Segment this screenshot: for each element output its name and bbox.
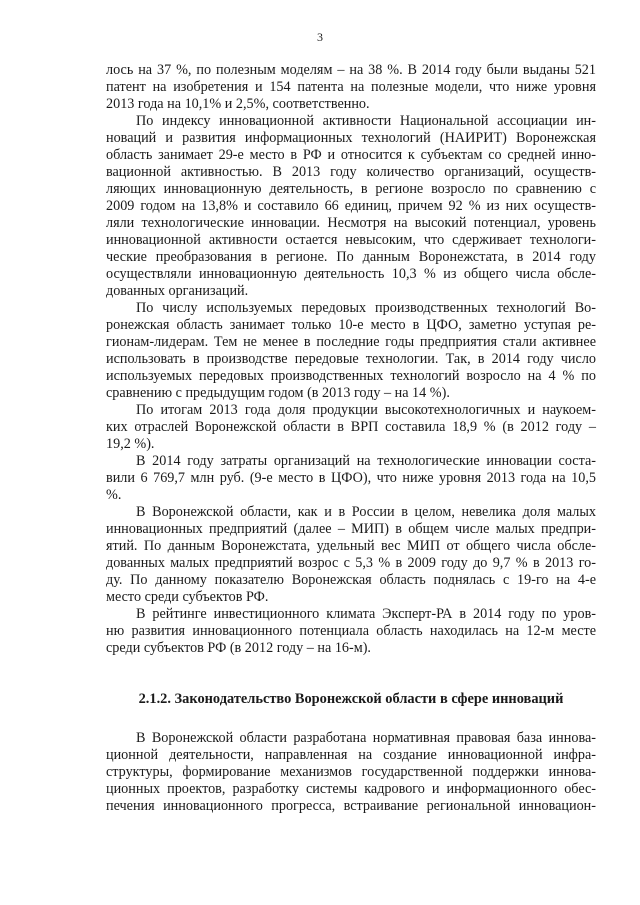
text-line: используемых передовых производственных технологий возросло на 4 % по (106, 368, 596, 384)
paragraph (106, 113, 596, 300)
text-line: осуществляли инновационную деятельность 10,3 % из общего числа обсле- (106, 266, 596, 282)
text-line: ционных проектов, разработку системы кадрового и информационного обес- (106, 781, 596, 797)
text-line: лось на 37 %, по полезным моделям – на 38 %. В 2014 году были выданы 521 (106, 62, 596, 78)
section-heading-wrap (106, 690, 596, 708)
text-line: ляющих инновационную деятельность, в регионе возросло по сравнению с (106, 181, 596, 197)
text-line: среди субъектов РФ (в 2012 году – на 16-м). (106, 640, 371, 656)
text-line: В Воронежской области, как и в России в целом, невелика доля малых (136, 504, 596, 520)
text-line: 19,2 %). (106, 436, 155, 452)
text-line: новаций и развития информационных технологий (НАИРИТ) Воронежская (106, 130, 596, 146)
text-line: ляли технологические инновации. Несмотря на высокий потенциал, уровень (106, 215, 596, 231)
paragraph (106, 300, 596, 402)
text-line: По числу используемых передовых производственных технологий Во- (136, 300, 596, 316)
text-line: По индексу инновационной активности Национальной ассоциации ин- (136, 113, 596, 129)
text-line: использовать в производстве передовые технологии. Так, в 2014 году число (106, 351, 596, 367)
text-line: ятий. По данным Воронежстата, удельный вес МИП от общего числа обсле- (106, 538, 596, 554)
paragraph (106, 730, 596, 815)
text-line: печения инновационного прогресса, встраивание региональной инновацион- (106, 798, 596, 814)
text-line: дованных организаций. (106, 283, 249, 299)
text-line: 2009 годом на 13,8% и составило 66 единиц, причем 92 % из них осуществ- (106, 198, 596, 214)
text-line: патент на изобретения и 154 патента на полезные модели, что ниже уровня (106, 79, 596, 95)
body-text (106, 62, 596, 657)
text-line: В рейтинге инвестиционного климата Эксперт-РА в 2014 году по уров- (136, 606, 596, 622)
paragraph (106, 402, 596, 453)
text-line: ких отраслей Воронежской области в ВРП составила 18,9 % (в 2012 году – (106, 419, 596, 435)
text-line: ционной деятельности, направленная на создание инновационной инфра- (106, 747, 596, 763)
text-line: инновационных предприятий (далее – МИП) в общем числе малых предпри- (106, 521, 596, 537)
text-line: По итогам 2013 года доля продукции высокотехнологичных и наукоем- (136, 402, 596, 418)
text-line: В Воронежской области разработана нормативная правовая база иннова- (136, 730, 596, 746)
text-line: ронежская область занимает только 10-е место в ЦФО, заметно уступая ре- (106, 317, 596, 333)
text-line: дованных малых предприятий возрос с 5,3 % в 2009 году до 9,7 % в 2013 го- (106, 555, 596, 571)
text-line: вили 6 769,7 млн руб. (9-е место в ЦФО), что ниже уровня 2013 года на 10,5 (106, 470, 596, 486)
paragraph (106, 504, 596, 606)
paragraph (106, 606, 596, 657)
section-body (106, 730, 596, 815)
text-line: сравнению с предыдущим годом (в 2013 году – на 14 %). (106, 385, 450, 401)
paragraph (106, 62, 596, 113)
text-line: В 2014 году затраты организаций на технологические инновации соста- (136, 453, 596, 469)
text-line: %. (106, 487, 122, 503)
page-number: 3 (317, 30, 323, 44)
text-line: ду. По данному показателю Воронежская область поднялась с 19-го на 4-е (106, 572, 596, 588)
text-line: вационной активностью. В 2013 году количество организаций, осуществ- (106, 164, 596, 180)
paragraph (106, 453, 596, 504)
text-line: ню развития инновационного потенциала область находилась на 12-м месте (106, 623, 596, 639)
text-line: структуры, формирование механизмов государственной поддержки иннова- (106, 764, 596, 780)
text-line: область занимает 29-е место в РФ и относится к субъектам со средней инно- (106, 147, 596, 163)
text-line: инновационной активности остается невысоким, что сдерживает технологи- (106, 232, 596, 248)
text-line: место среди субъектов РФ. (106, 589, 269, 605)
text-line: 2013 года на 10,1% и 2,5%, соответственно. (106, 96, 370, 112)
text-line: гионам-лидерам. Тем не менее в последние годы предприятия стали активнее (106, 334, 596, 350)
text-line: ческие преобразования в регионе. По данным Воронежстата, в 2014 году (106, 249, 596, 265)
section-heading: 2.1.2. Законодательство Воронежской области в сфере инноваций (138, 691, 564, 707)
